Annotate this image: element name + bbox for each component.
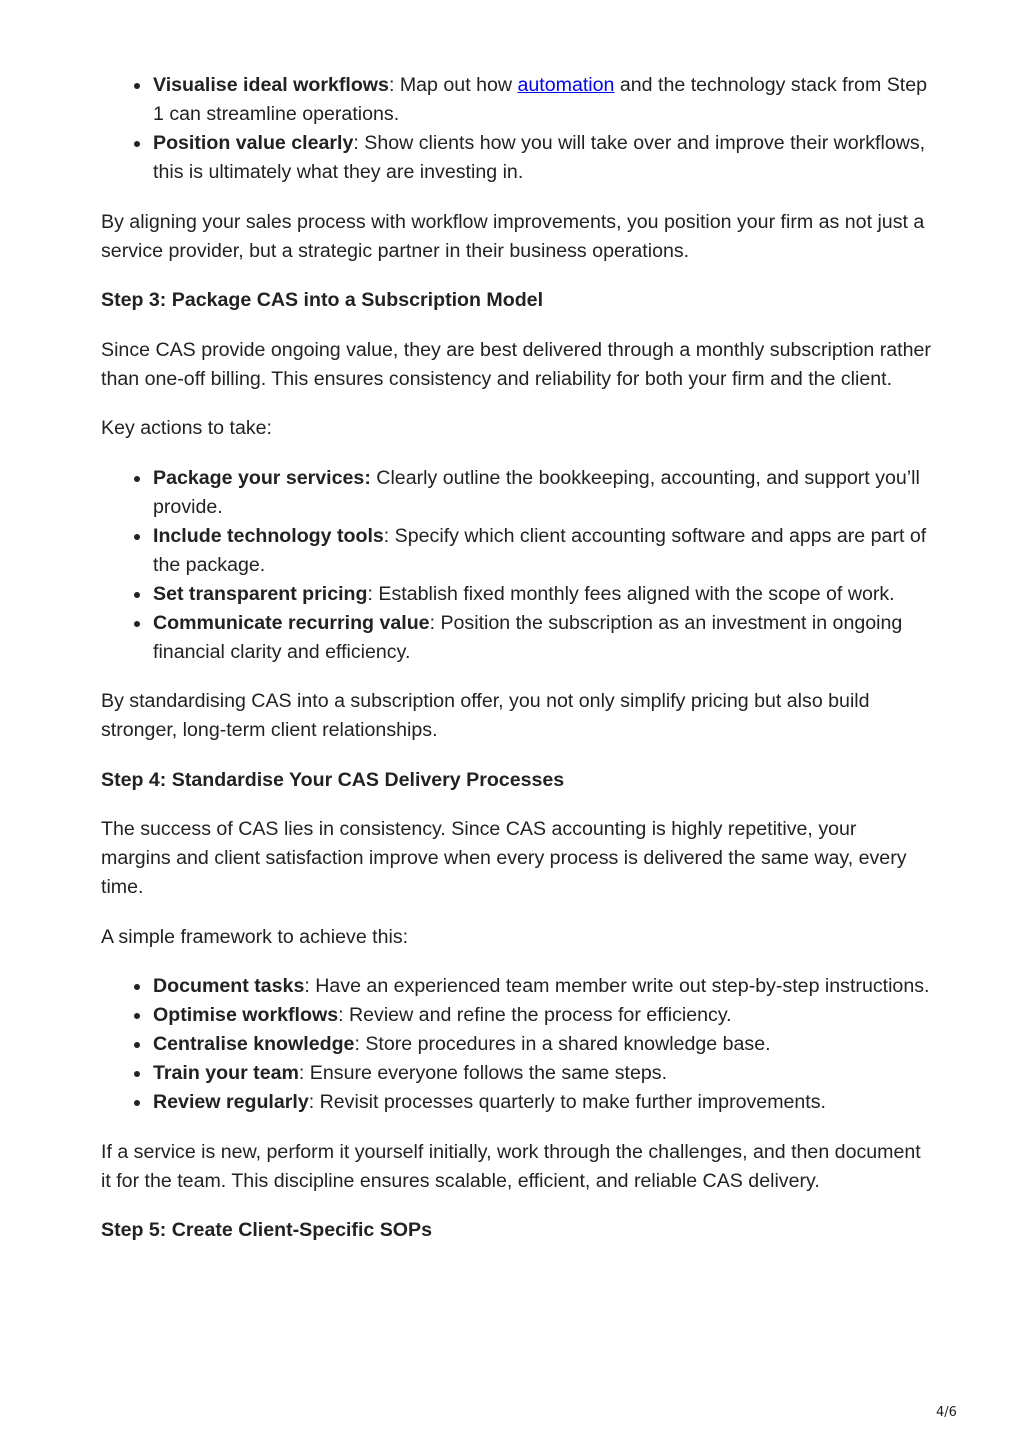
paragraph-aligning: By aligning your sales process with workflow improvements, you position your firm as not just a service provider, but a strategic partner in their business operations. bbox=[101, 210, 925, 262]
list-item-term: Train your team bbox=[153, 1062, 299, 1084]
bullet-icon bbox=[134, 141, 140, 147]
list-item-text: : Show clients how you will take over and improve their workflows, this is ultimately what they are investing in. bbox=[153, 132, 926, 183]
list-item-text: : Map out how bbox=[388, 74, 518, 96]
list-item bbox=[153, 972, 931, 1001]
list-item-term: Communicate recurring value bbox=[153, 611, 430, 634]
list-item bbox=[153, 1059, 931, 1088]
step4-heading: Step 4: Standardise Your CAS Delivery Processes bbox=[101, 768, 565, 791]
bullet-icon bbox=[134, 1013, 140, 1019]
list-item bbox=[153, 1088, 931, 1117]
bullet-icon bbox=[134, 476, 140, 482]
list-item-text: : Position the subscription as an investment in ongoing financial clarity and efficiency. bbox=[153, 611, 903, 663]
step3-actions-list bbox=[101, 464, 931, 667]
list-item-term: Review regularly bbox=[153, 1091, 309, 1113]
workflow-list bbox=[101, 71, 931, 187]
step3-heading: Step 3: Package CAS into a Subscription Model bbox=[101, 289, 544, 311]
list-item-term: Package your services: bbox=[153, 466, 371, 489]
list-item-term: Position value clearly bbox=[153, 132, 354, 154]
bullet-icon bbox=[134, 592, 140, 598]
list-item-term: Include technology tools bbox=[153, 524, 384, 547]
step5-heading: Step 5: Create Client-Specific SOPs bbox=[101, 1219, 433, 1241]
list-item bbox=[153, 71, 931, 129]
step4-lead: A simple framework to achieve this: bbox=[101, 925, 409, 948]
list-item bbox=[153, 1030, 931, 1059]
bullet-icon bbox=[134, 83, 140, 89]
document-page bbox=[101, 71, 931, 1266]
list-item-text: : Ensure everyone follows the same steps. bbox=[298, 1062, 668, 1084]
step4-intro: The success of CAS lies in consistency. Since CAS accounting is highly repetitive, your margins and client satisfaction improve when every process is delivered the same way, every time. bbox=[101, 818, 907, 898]
automation-link[interactable]: automation bbox=[517, 74, 615, 96]
bullet-icon bbox=[134, 1071, 140, 1077]
list-item-term: Visualise ideal workflows bbox=[153, 74, 389, 96]
list-item-text: : Have an experienced team member write out step-by-step instructions. bbox=[304, 975, 930, 997]
bullet-icon bbox=[134, 1100, 140, 1106]
page-number: 4/6 bbox=[936, 1405, 957, 1420]
list-item bbox=[153, 129, 931, 187]
bullet-icon bbox=[134, 621, 140, 627]
list-item-text: : Establish fixed monthly fees aligned with the scope of work. bbox=[367, 582, 895, 605]
step3-lead: Key actions to take: bbox=[101, 417, 272, 439]
list-item-text: and the technology stack from Step 1 can streamline operations. bbox=[153, 74, 928, 125]
step4-framework-list bbox=[101, 972, 931, 1117]
list-item-term: Optimise workflows bbox=[153, 1004, 339, 1026]
list-item bbox=[153, 580, 931, 609]
list-item-term: Document tasks bbox=[153, 975, 305, 997]
list-item bbox=[153, 609, 931, 667]
bullet-icon bbox=[134, 984, 140, 990]
list-item-term: Centralise knowledge bbox=[153, 1033, 355, 1055]
list-item-text: : Store procedures in a shared knowledge base. bbox=[354, 1033, 771, 1055]
bullet-icon bbox=[134, 534, 140, 540]
list-item-text: : Specify which client accounting software and apps are part of the package. bbox=[153, 524, 927, 576]
step4-outro: If a service is new, perform it yourself initially, work through the challenges, and then document it for the team. This discipline ensures scalable, efficient, and reliable CAS delivery. bbox=[101, 1140, 921, 1192]
list-item bbox=[153, 1001, 931, 1030]
list-item-text: Clearly outline the bookkeeping, accounting, and support you’ll provide. bbox=[153, 466, 920, 518]
list-item-text: : Review and refine the process for efficiency. bbox=[338, 1004, 732, 1026]
list-item bbox=[153, 464, 931, 522]
step3-intro: Since CAS provide ongoing value, they are best delivered through a monthly subscription rather than one-off billing. This ensures consistency and reliability for both your firm and the client. bbox=[101, 338, 931, 390]
list-item-term: Set transparent pricing bbox=[153, 582, 368, 605]
list-item-text: : Revisit processes quarterly to make further improvements. bbox=[308, 1091, 826, 1113]
list-item bbox=[153, 522, 931, 580]
step3-outro: By standardising CAS into a subscription offer, you not only simplify pricing but also build stronger, long-term client relationships. bbox=[101, 690, 870, 741]
bullet-icon bbox=[134, 1042, 140, 1048]
